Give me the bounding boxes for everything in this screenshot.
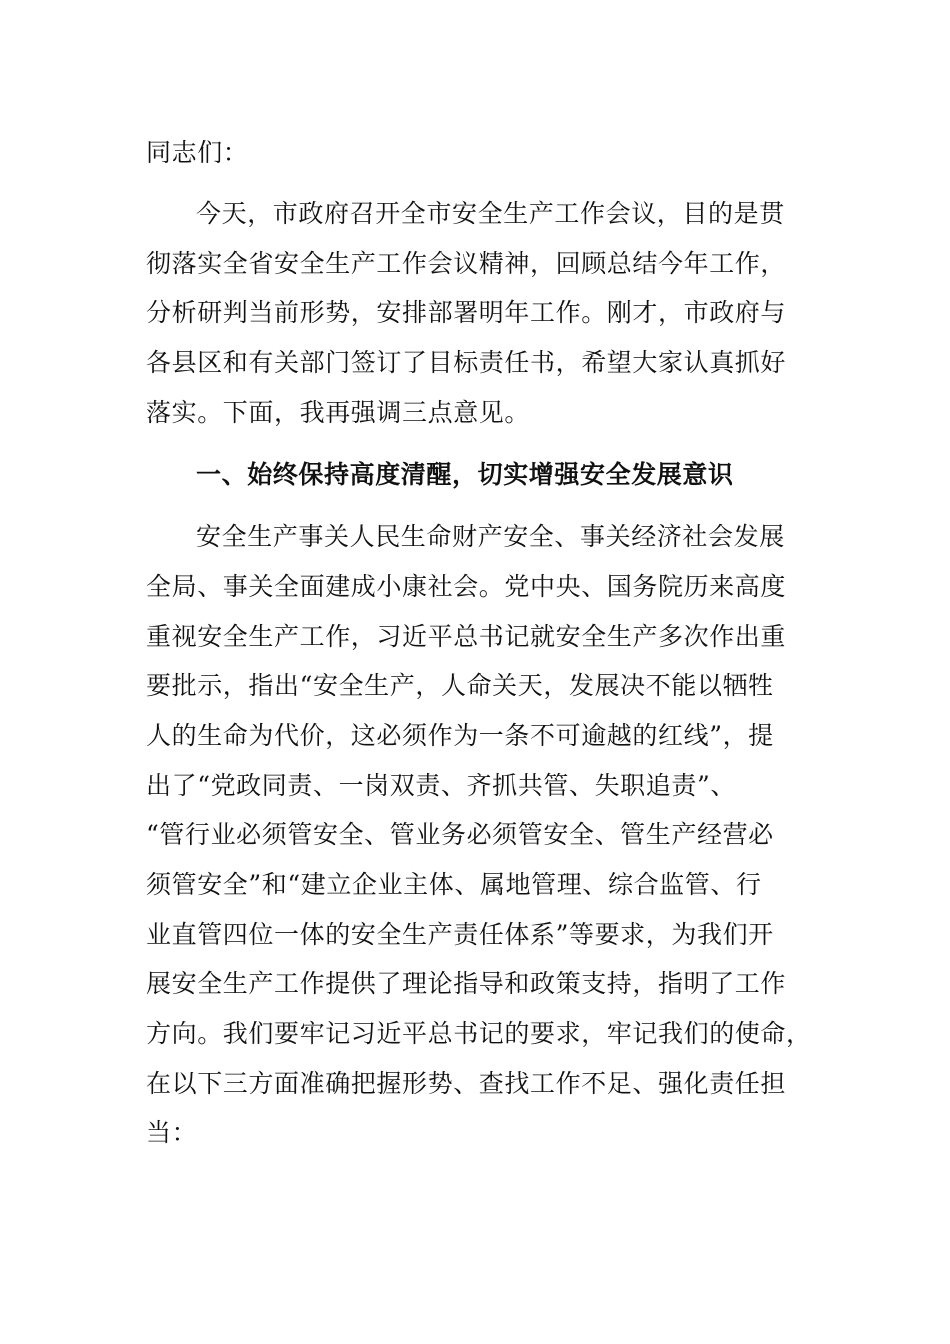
- paragraph-line: 人的生命为代价，这必须作为一条不可逾越的红线”，提: [146, 721, 774, 750]
- paragraph-line: 须管安全”和“建立企业主体、属地管理、综合监管、行: [146, 870, 762, 899]
- paragraph-line: 安全生产事关人民生命财产安全、事关经济社会发展: [196, 522, 785, 551]
- paragraph-line: 彻落实全省安全生产工作会议精神，回顾总结今年工作，: [146, 249, 787, 278]
- paragraph-line: 业直管四位一体的安全生产责任体系”等要求，为我们开: [146, 920, 774, 949]
- paragraph-line: 全局、事关全面建成小康社会。党中央、国务院历来高度: [146, 572, 787, 601]
- paragraph-line: 出了“党政同责、一岗双责、齐抓共管、失职追责”、: [146, 771, 736, 800]
- paragraph-line: 今天，市政府召开全市安全生产工作会议，目的是贯: [196, 199, 785, 228]
- paragraph-line: 在以下三方面准确把握形势、查找工作不足、强化责任担: [146, 1069, 787, 1098]
- paragraph-line: 各县区和有关部门签订了目标责任书，希望大家认真抓好: [146, 348, 787, 377]
- paragraph-line: 方向。我们要牢记习近平总书记的要求，牢记我们的使命，: [146, 1019, 812, 1048]
- salutation: 同志们：: [146, 138, 249, 167]
- paragraph-line: 重视安全生产工作，习近平总书记就安全生产多次作出重: [146, 622, 787, 651]
- paragraph-line: 落实。下面，我再强调三点意见。: [146, 398, 531, 427]
- paragraph-line: 要批示，指出“安全生产，人命关天，发展决不能以牺牲: [146, 671, 774, 700]
- paragraph-line: 分析研判当前形势，安排部署明年工作。刚才，市政府与: [146, 298, 787, 327]
- section-heading: 一、始终保持高度清醒，切实增强安全发展意识: [196, 460, 734, 489]
- paragraph-line: “管行业必须管安全、管业务必须管安全、管生产经营必: [146, 820, 774, 849]
- paragraph-line: 展安全生产工作提供了理论指导和政策支持，指明了工作: [146, 969, 787, 998]
- paragraph-line: 当：: [146, 1118, 198, 1147]
